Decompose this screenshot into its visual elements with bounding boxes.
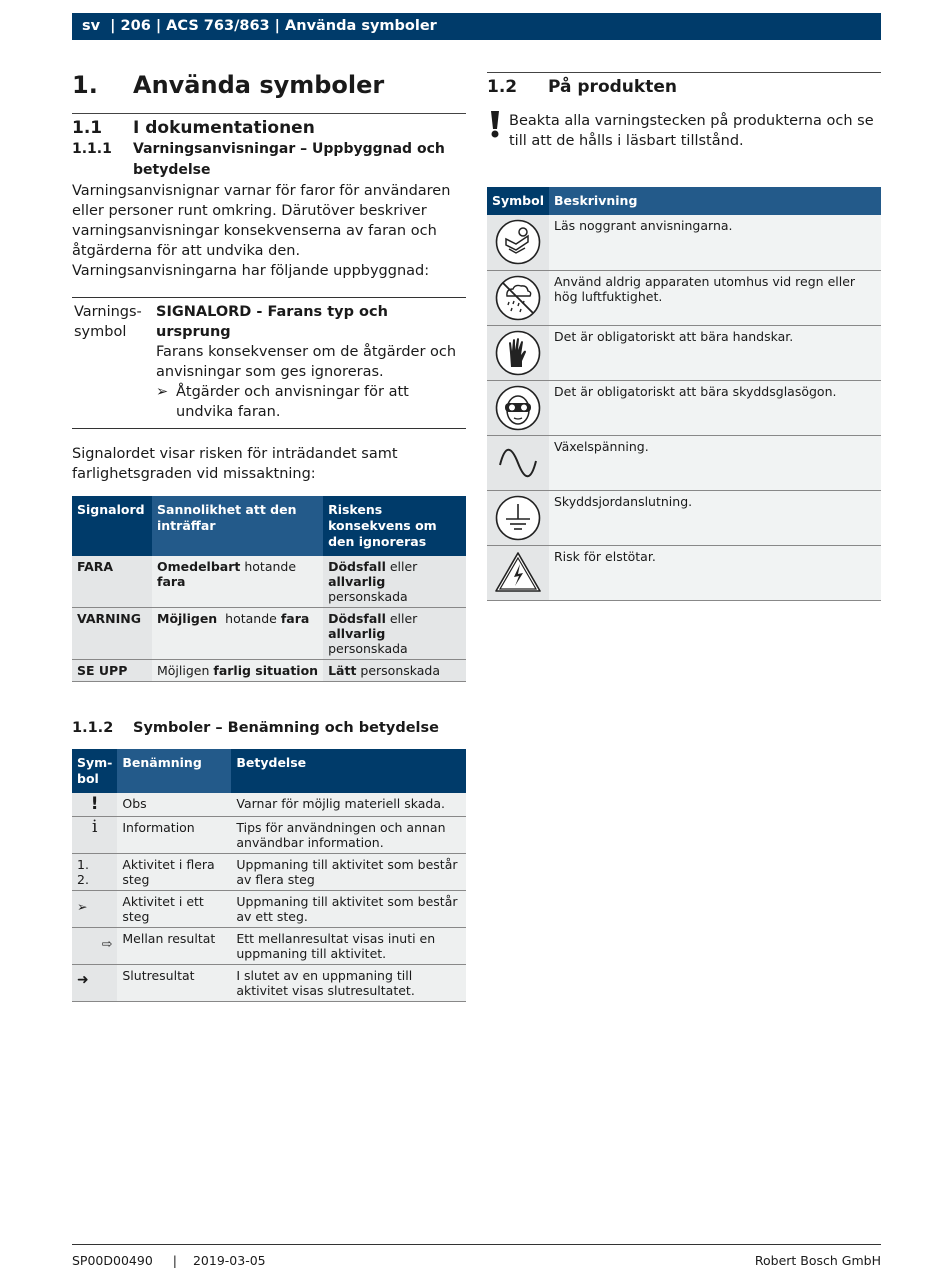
product-description: Risk för elstötar. <box>549 545 881 600</box>
divider <box>487 72 881 73</box>
arrowhead-icon: ➢ <box>72 891 117 928</box>
product-symbol-table <box>487 187 881 601</box>
section-1-1-1-title: Varningsanvisningar – Uppbyggnad och betydelse <box>133 141 445 178</box>
section-1-2-number: 1.2 <box>487 77 518 97</box>
product-description: Skyddsjordanslutning. <box>549 490 881 545</box>
symbol-table-header: Betydelse <box>231 749 466 793</box>
symbol-name: Mellan resultat <box>117 928 231 965</box>
section-1-1-title: I dokumentationen <box>133 118 315 138</box>
hollow-arrow-icon: ⇨ <box>72 928 117 965</box>
consequence-cell: Dödsfall eller allvarlig personskada <box>323 556 466 608</box>
table-row <box>487 325 881 380</box>
table-row <box>487 380 881 435</box>
step-text: Åtgärder och anvisningar för att undvika faran. <box>176 384 409 420</box>
right-column <box>487 72 881 601</box>
footer-doc-id: SP00D00490 <box>72 1253 153 1268</box>
table-row <box>72 817 466 854</box>
section-1-number: 1. <box>72 71 98 99</box>
product-description: Det är obligatoriskt att bära handskar. <box>549 325 881 380</box>
page-header <box>72 13 881 40</box>
product-table-header: Beskrivning <box>549 187 881 215</box>
numbered-steps-icon: 1. 2. <box>72 854 117 891</box>
exclamation-icon: ! <box>72 793 117 817</box>
step-item <box>156 382 466 422</box>
table-row <box>72 965 466 1002</box>
bold-arrow-icon: ➜ <box>72 965 117 1002</box>
probability-cell: Möjligen hotande fara <box>152 608 323 660</box>
symbol-meaning: Uppmaning till aktivitet som består av ett steg. <box>231 891 466 928</box>
exclamation-icon <box>487 111 509 139</box>
symbol-meaning: Uppmaning till aktivitet som består av flera steg <box>231 854 466 891</box>
consequence-text: Farans konsekvenser om de åtgärder och anvisningar som ges ignoreras. <box>156 344 457 380</box>
signal-word: SE UPP <box>72 660 152 682</box>
info-icon: i <box>72 817 117 854</box>
warning-symbol-label: Varnings-symbol <box>74 304 142 340</box>
page-footer: SP00D00490 | 2019-03-05 Robert Bosch GmbH <box>72 1253 881 1268</box>
table-row <box>72 793 466 817</box>
section-1-1-2-heading <box>72 718 466 739</box>
symbol-name: Slutresultat <box>117 965 231 1002</box>
symbol-table-header: Benämning <box>117 749 231 793</box>
section-1-2-title: På produkten <box>548 77 677 97</box>
signal-word-table <box>72 496 466 682</box>
section-1-1-1-heading <box>72 139 466 181</box>
symbol-name: Obs <box>117 793 231 817</box>
table-row <box>487 215 881 270</box>
signal-word: FARA <box>72 556 152 608</box>
table-row <box>487 435 881 490</box>
table-row <box>487 270 881 325</box>
signal-table-header: Sannolikhet att den inträffar <box>152 496 323 556</box>
section-1-1-2-number: 1.1.2 <box>72 720 114 736</box>
symbol-name: Aktivitet i flera steg <box>117 854 231 891</box>
table-row <box>72 660 466 682</box>
footer-divider <box>72 1244 881 1245</box>
product-description: Växelspänning. <box>549 435 881 490</box>
table-row <box>72 556 466 608</box>
symbol-meaning: I slutet av en uppmaning till aktivitet visas slutresultatet. <box>231 965 466 1002</box>
electric-shock-icon <box>494 549 542 597</box>
section-1-2-heading <box>487 77 881 97</box>
table-row <box>487 490 881 545</box>
symbol-table <box>72 749 466 1002</box>
warning-structure-box <box>72 297 466 429</box>
left-column <box>72 66 466 1002</box>
table-row <box>72 891 466 928</box>
table-row <box>72 854 466 891</box>
probability-cell: Möjligen farlig situation <box>152 660 323 682</box>
signal-word: VARNING <box>72 608 152 660</box>
consequence-cell: Dödsfall eller allvarlig personskada <box>323 608 466 660</box>
section-1-1-heading <box>72 118 466 138</box>
divider <box>72 113 466 114</box>
read-manual-icon <box>494 218 542 266</box>
signal-paragraph: Signalordet visar risken för inträdandet samt farlighetsgraden vid missaktning: <box>72 446 398 482</box>
symbol-name: Aktivitet i ett steg <box>117 891 231 928</box>
signal-table-header: Signalord <box>72 496 152 556</box>
product-table-header: Symbol <box>487 187 549 215</box>
section-1-1-1-number: 1.1.1 <box>72 141 112 157</box>
product-description: Använd aldrig apparaten utomhus vid regn eller hög luftfuktighet. <box>549 270 881 325</box>
intro-paragraph: Varningsanvisnignar varnar för faror för användaren eller personer runt omkring. Därutöver beskriver varningsanvisningar konsekvenserna av faran och åtgärderna för att undvika den. Varningsanvisningarna har följande uppbyggnad: <box>72 183 451 279</box>
goggles-icon <box>494 384 542 432</box>
footer-date: 2019-03-05 <box>192 1253 266 1268</box>
section-1-title: Använda symboler <box>133 71 385 99</box>
product-note <box>487 111 881 151</box>
signal-word-line: SIGNALORD - Farans typ och ursprung <box>156 304 388 340</box>
symbol-meaning: Tips för användningen och annan användbar information. <box>231 817 466 854</box>
symbol-name: Information <box>117 817 231 854</box>
gloves-icon <box>494 329 542 377</box>
symbol-meaning: Varnar för möjlig materiell skada. <box>231 793 466 817</box>
header-text: sv | 206 | ACS 763/863 | Använda symboler <box>82 18 437 34</box>
product-description: Läs noggrant anvisningarna. <box>549 215 881 270</box>
ac-voltage-icon <box>494 439 542 487</box>
symbol-meaning: Ett mellanresultat visas inuti en uppmaning till aktivitet. <box>231 928 466 965</box>
arrow-icon: ➢ <box>156 384 169 400</box>
no-rain-icon <box>494 274 542 322</box>
table-row <box>72 608 466 660</box>
section-1-1-2-title: Symboler – Benämning och betydelse <box>133 720 439 736</box>
signal-table-header: Riskens konsekvens om den ignoreras <box>323 496 466 556</box>
probability-cell: Omedelbart hotande fara <box>152 556 323 608</box>
symbol-table-header: Sym-bol <box>72 749 117 793</box>
section-1-1-number: 1.1 <box>72 118 103 138</box>
footer-company: Robert Bosch GmbH <box>754 1253 881 1268</box>
consequence-cell: Lätt personskada <box>323 660 466 682</box>
product-note-text: Beakta alla varningstecken på produkterna och se till att de hålls i läsbart tillstånd. <box>509 113 874 149</box>
protective-earth-icon <box>494 494 542 542</box>
table-row <box>72 928 466 965</box>
table-row <box>487 545 881 600</box>
product-description: Det är obligatoriskt att bära skyddsglasögon. <box>549 380 881 435</box>
section-1-heading <box>72 66 466 104</box>
